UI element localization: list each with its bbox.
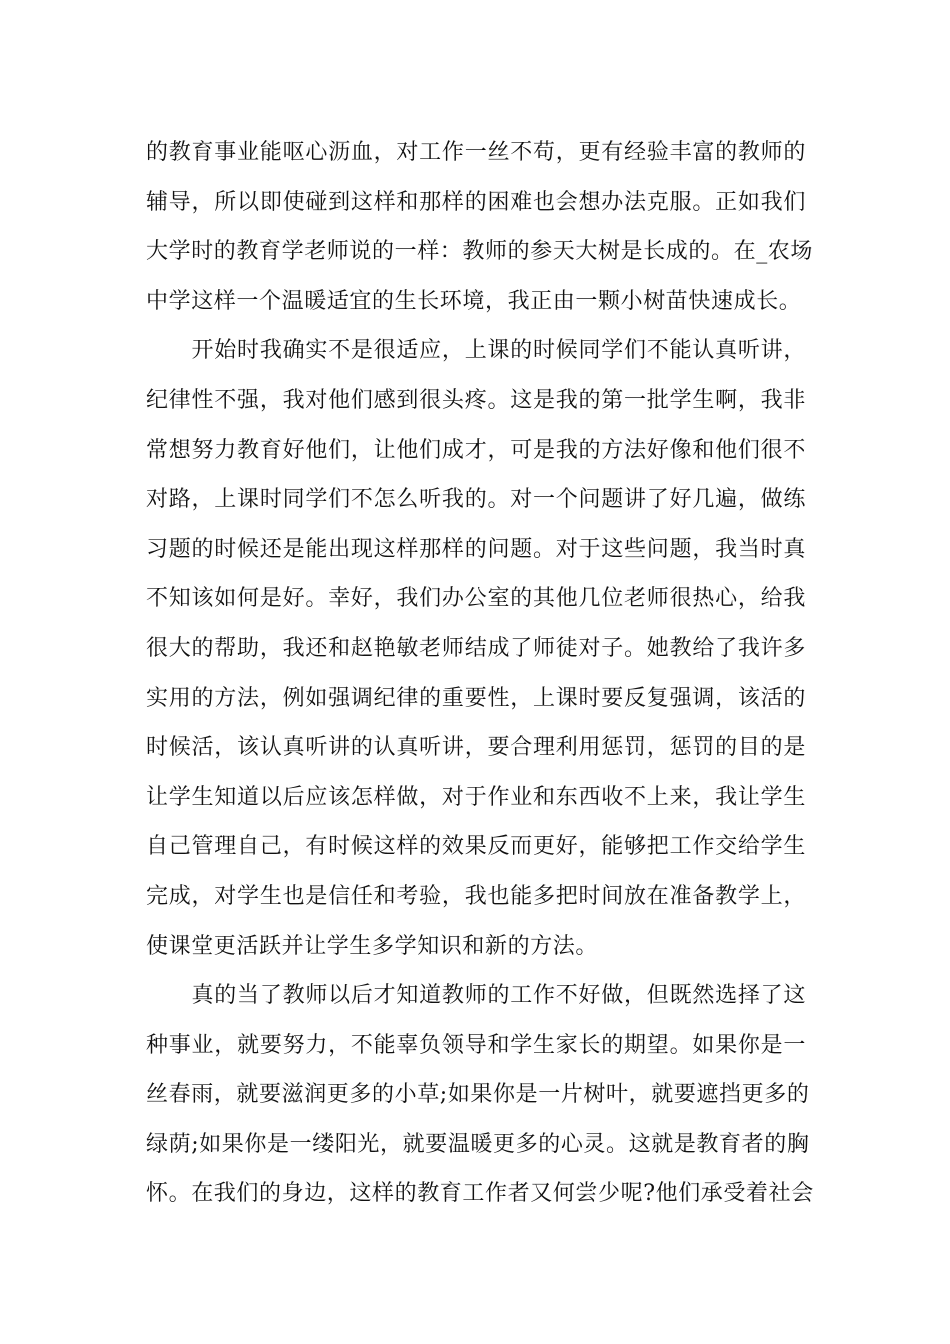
text-line: 自己管理自己，有时候这样的效果反而更好，能够把工作交给学生 [146,834,806,860]
text-line: 辅导，所以即使碰到这样和那样的困难也会想办法克服。正如我们 [146,189,806,215]
document-body [146,128,814,1219]
text-line: 不知该如何是好。幸好，我们办公室的其他几位老师很热心，给我 [146,586,806,612]
text-line: 对路，上课时同学们不怎么听我的。对一个问题讲了好几遍，做练 [146,487,806,513]
text-line: 的教育事业能呕心沥血，对工作一丝不苟，更有经验丰富的教师的 [146,140,806,165]
text-line: 中学这样一个温暖适宜的生长环境，我正由一颗小树苗快速成长。 [146,288,802,314]
text-line: 完成，对学生也是信任和考验，我也能多把时间放在准备教学上， [146,883,806,909]
text-line: 丝春雨，就要滋润更多的小草;如果你是一片树叶，就要遮挡更多的 [146,1082,810,1108]
text-line: 常想努力教育好他们，让他们成才，可是我的方法好像和他们很不 [146,437,806,463]
text-line: 怀。在我们的身边，这样的教育工作者又何尝少呢?他们承受着社会 [146,1181,814,1207]
text-line: 绿荫;如果你是一缕阳光，就要温暖更多的心灵。这就是教育者的胸 [146,1131,810,1157]
text-line: 种事业，就要努力，不能辜负领导和学生家长的期望。如果你是一 [146,1032,806,1058]
text-line: 实用的方法，例如强调纪律的重要性，上课时要反复强调，该活的 [146,685,806,711]
text-line: 习题的时候还是能出现这样那样的问题。对于这些问题，我当时真 [146,536,806,562]
text-line: 开始时我确实不是很适应，上课的时候同学们不能认真听讲， [146,338,806,364]
text-line: 使课堂更活跃并让学生多学知识和新的方法。 [146,933,599,959]
text-line: 真的当了教师以后才知道教师的工作不好做，但既然选择了这 [146,983,806,1009]
text-line: 很大的帮助，我还和赵艳敏老师结成了师徒对子。她教给了我许多 [146,635,806,661]
text-line: 时候活，该认真听讲的认真听讲，要合理利用惩罚，惩罚的目的是 [146,735,806,761]
text-line: 大学时的教育学老师说的一样：教师的参天大树是长成的。在_农场 [146,239,814,265]
text-line: 让学生知道以后应该怎样做，对于作业和东西收不上来，我让学生 [146,784,806,810]
text-line: 纪律性不强，我对他们感到很头疼。这是我的第一批学生啊，我非 [146,387,806,413]
